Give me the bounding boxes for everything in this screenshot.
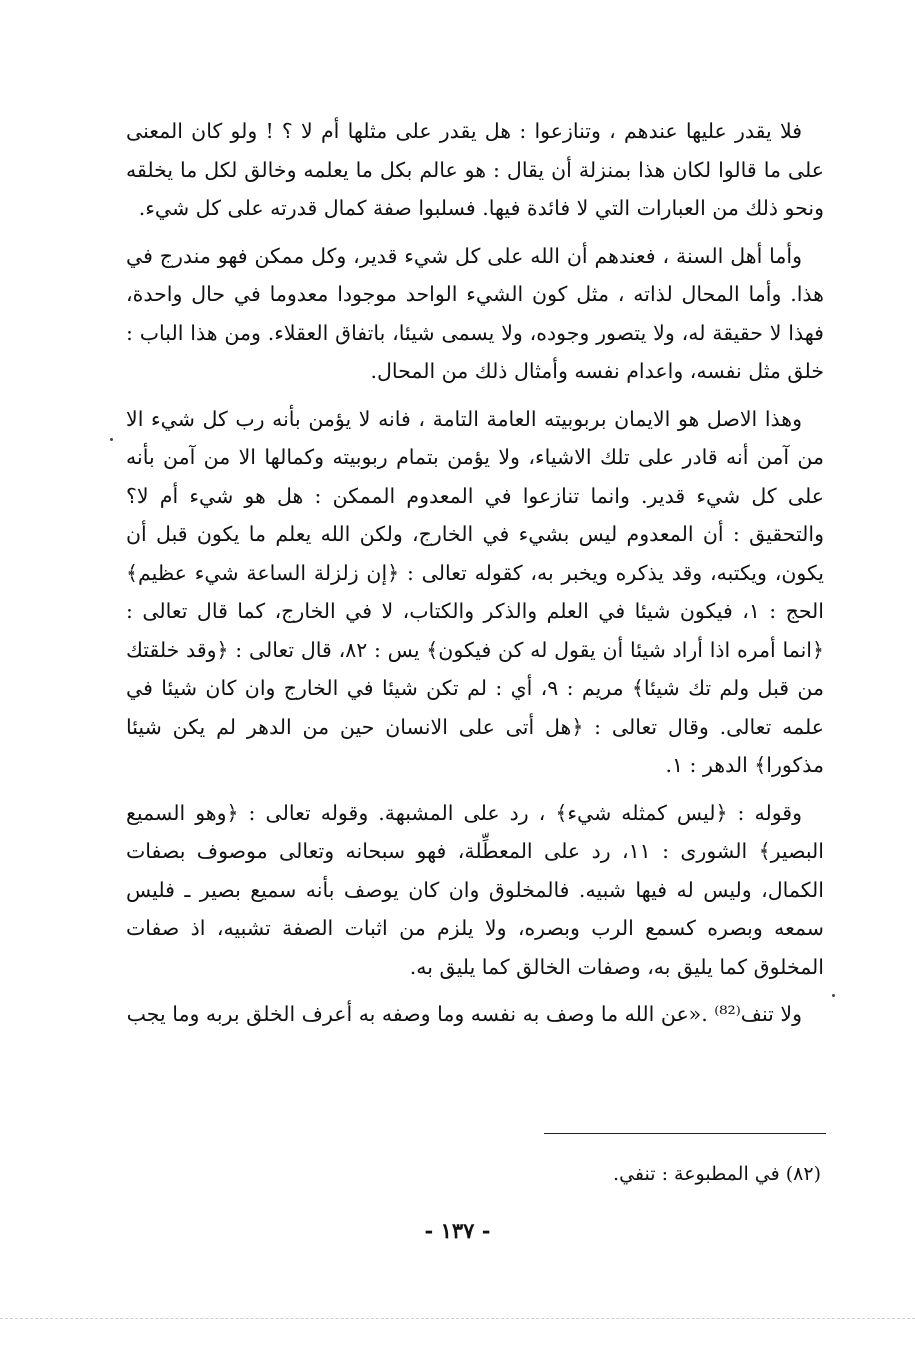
scan-artifact-line — [0, 1318, 915, 1319]
scan-speck — [832, 994, 835, 997]
paragraph: وهذا الاصل هو الايمان بربوبيته العامة التامة ، فانه لا يؤمن بأنه رب كل شيء الا من آمن أنه قادر على تلك الاشياء، ولا يؤمن بتمام ربوبيته وكمالها الا من آمن بأنه على كل شيء قدير. وانما تنازعوا في المعدوم الممكن : هل هو شيء أم لا؟ والتحقيق : أن المعدوم ليس بشيء في الخارج، ولكن الله يعلم ما يكون قبل أن يكون، ويكتبه، وقد يذكره ويخبر به، كقوله تعالى : ﴿إن زلزلة الساعة شيء عظيم﴾ الحج : ١، فيكون شيئا في العلم والذكر والكتاب، لا في الخارج، كما قال تعالى : ﴿انما أمره اذا أراد شيئا أن يقول له كن فيكون﴾ يس : ٨٢، قال تعالى : ﴿وقد خلقتك من قبل ولم تك شيئا﴾ مريم : ٩، أي : لم تكن شيئا في الخارج وان كان شيئا في علمه تعالى. وقال تعالى : ﴿هل أتى على الانسان حين من الدهر لم يكن شيئا مذكورا﴾ الدهر : ١. — [126, 406, 825, 777]
footnote-separator — [544, 1133, 826, 1134]
paragraph: وقوله : ﴿ليس كمثله شيء﴾ ، رد على المشبهة. وقوله تعالى : ﴿وهو السميع البصير﴾ الشورى : ١١، رد على المعطِّلة، فهو سبحانه وتعالى موصوف بصفات الكمال، وليس له فيها شبيه. فالمخلوق وان كان يوصف بأنه سميع بصير ـ فليس سمعه وبصره كسمع الرب وبصره، ولا يلزم من اثبات الصفة تشبيه، اذ صفات المخلوق كما يليق به، وصفات الخالق كما يليق به. — [126, 800, 824, 979]
main-text — [126, 112, 824, 1034]
paragraph: ولا تنف⁽⁸²⁾ .«عن الله ما وصف به نفسه وما وصفه به أعرف الخلق بربه وما يجب — [126, 1002, 802, 1026]
scan-speck — [110, 438, 113, 441]
paragraph: فلا يقدر عليها عندهم ، وتنازعوا : هل يقدر على مثلها أم لا ؟ ! ولو كان المعنى على ما قالوا لكان هذا بمنزلة أن يقال : هو عالم بكل ما يعلمه وخالق لكل ما يخلقه ونحو ذلك من العبارات التي لا فائدة فيها. فسلبوا صفة كمال قدرته على كل شيء. — [126, 119, 824, 220]
page-number: - ١٣٧ - — [424, 1218, 491, 1243]
footnote: (٨٢) في المطبوعة : تنفي. — [613, 1163, 821, 1185]
paragraph: وأما أهل السنة ، فعندهم أن الله على كل شيء قدير، وكل ممكن فهو مندرج في هذا. وأما المحال لذاته ، مثل كون الشيء الواحد موجودا معدوما في حال واحدة، فهذا لا حقيقة له، ولا يتصور وجوده، ولا يسمى شيئا، باتفاق العقلاء. ومن هذا الباب : خلق مثل نفسه، واعدام نفسه وأمثال ذلك من المحال. — [126, 243, 824, 383]
